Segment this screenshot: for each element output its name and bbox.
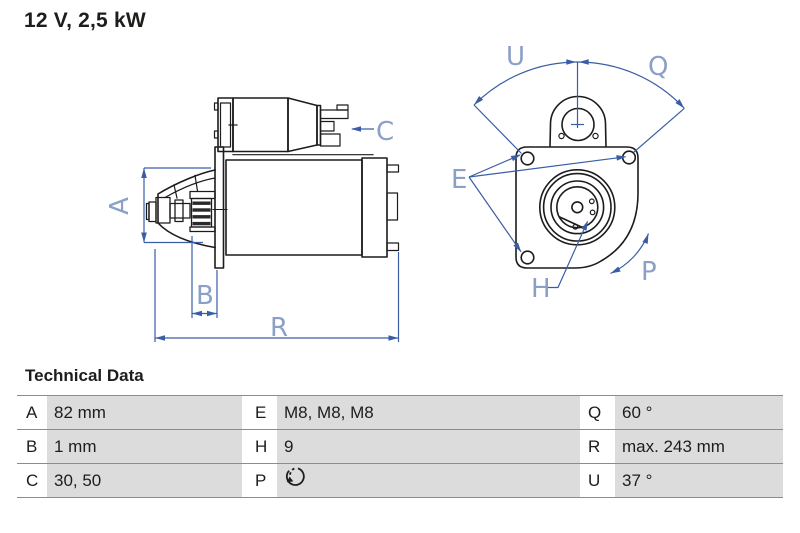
param-value: 60 °: [615, 396, 783, 429]
technical-data-heading: Technical Data: [25, 366, 144, 385]
dim-label-a: A: [105, 197, 135, 215]
front-view-arrowheads: [472, 59, 686, 276]
param-value: M8, M8, M8: [277, 396, 580, 429]
side-view-arrowheads: [141, 126, 398, 341]
param-value: 37 °: [615, 464, 783, 497]
table-row: [17, 429, 783, 463]
param-key: B: [17, 430, 47, 463]
param-value: max. 243 mm: [615, 430, 783, 463]
param-value-rotation: [277, 464, 580, 497]
param-key: P: [242, 464, 277, 497]
param-key: H: [242, 430, 277, 463]
dim-label-b: B: [196, 281, 214, 311]
param-key: A: [17, 396, 47, 429]
dim-label-q: Q: [648, 52, 669, 82]
side-view-dimensions: [144, 129, 399, 342]
param-key: U: [580, 464, 615, 497]
technical-data-table: [17, 395, 783, 498]
param-value: 9: [277, 430, 580, 463]
table-row: [17, 463, 783, 497]
param-value: 1 mm: [47, 430, 242, 463]
param-value: 82 mm: [47, 396, 242, 429]
page-title: 12 V, 2,5 kW: [24, 9, 146, 32]
rotation-direction-icon: [284, 464, 306, 497]
param-key: E: [242, 396, 277, 429]
param-key: Q: [580, 396, 615, 429]
param-key: C: [17, 464, 47, 497]
dim-label-r: R: [270, 313, 289, 343]
table-row: [17, 395, 783, 429]
dim-label-e: E: [451, 165, 468, 195]
param-value: 30, 50: [47, 464, 242, 497]
param-key: R: [580, 430, 615, 463]
dim-label-p: P: [641, 257, 657, 287]
dim-label-h: H: [531, 274, 551, 304]
dim-label-u: U: [506, 42, 526, 72]
dim-label-c: C: [376, 117, 395, 147]
